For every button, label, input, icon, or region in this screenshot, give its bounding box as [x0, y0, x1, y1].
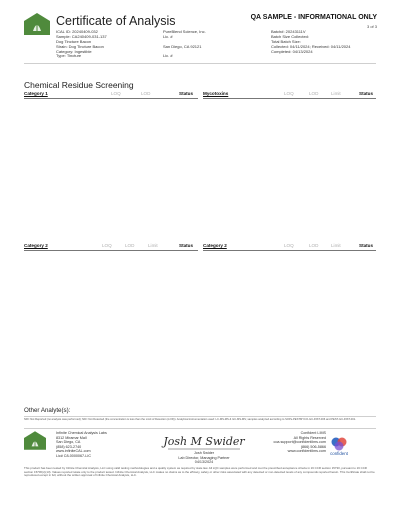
col-category2: Category 2 — [24, 243, 48, 248]
table2-right-rule — [203, 250, 376, 251]
col-status: Status — [359, 91, 374, 96]
lab-contact-line: 8312 Miramar Mall — [56, 435, 87, 440]
col-limit: Limit — [148, 243, 158, 248]
confident-logo-text: confident — [330, 451, 348, 456]
footer-divider — [24, 428, 376, 429]
lab-contact — [56, 431, 107, 459]
col-loq: LOQ — [111, 91, 121, 96]
batch-info-line: Batch#: 20243111V — [271, 29, 306, 34]
sample-info — [56, 30, 107, 59]
other-analytes-divider — [24, 416, 376, 417]
col-status: Status — [179, 243, 194, 248]
table1-right-rule — [203, 98, 376, 99]
page-title: Certificate of Analysis — [56, 14, 176, 28]
sample-info-line: Category: Ingestible — [56, 48, 92, 54]
col-status: Status — [359, 243, 374, 248]
col-lod: LOD — [309, 243, 319, 248]
lab-contact-line: Lic# C8-0000067-LIC — [56, 453, 92, 458]
disclaimer: This product has been tested by Infinite Chemical Analysis, LLC using valid testing methodologies and a quality system as required by state law. All LQC samples were performed and met the prescribed acceptance criteria in 16 CCR section 15730, pursuant to 16 CCR section 15706(c)(13). Values reported relate only to the product tested. Infinite Chemical Analysis, LLC makes no claims as to the efficacy, safety or other risks associated with any detected or non-detected levels of any compounds reported herein. This Certificate shall not be reproduced except in full, without the written approval of Infinite Chemical Analysis, LLC. — [24, 466, 375, 478]
client-info-line: San Diego, CA 92121 — [163, 43, 202, 49]
confident-line: www.confidentlims.com — [287, 449, 326, 454]
confident-line: All Rights Reserved — [293, 435, 326, 440]
page-number: 3 of 3 — [366, 24, 377, 29]
col-mycotoxins: Mycotoxins — [203, 91, 229, 96]
sample-info-line: Strain: Dog Tincture Bacon — [56, 43, 104, 49]
batch-info-line: Completed: 04/13/2024 — [271, 48, 313, 54]
col-limit: Limit — [331, 91, 341, 96]
signatory — [160, 451, 248, 465]
col-category1: Category 1 — [24, 91, 48, 96]
col-loq: LOQ — [102, 243, 112, 248]
signature — [160, 430, 248, 452]
col-lod: LOD — [125, 243, 135, 248]
client-info-line: PureBlend Science, Inc. — [163, 29, 206, 34]
confident-line: coa.support@confidentlims.com — [273, 440, 326, 445]
confident-line: Confident LIMS — [300, 431, 326, 435]
lab-logo-icon — [24, 431, 46, 450]
lab-logo-icon — [24, 13, 50, 35]
sample-info-line: Type: Tincture — [56, 53, 82, 59]
col-loq: LOQ — [284, 91, 294, 96]
batch-info-line: Batch Size Collected: — [271, 33, 310, 39]
lab-contact-line: Infinite Chemical Analysis Labs — [56, 431, 107, 435]
col-category2: Category 2 — [203, 243, 227, 248]
qa-banner: QA SAMPLE - INFORMATIONAL ONLY — [250, 14, 377, 21]
signatory-name: Josh Swider — [193, 451, 215, 455]
lab-contact-line: www.infiniteCAL.com — [56, 449, 91, 454]
sample-info-line: Sample: CA240409-031-137 — [56, 33, 107, 39]
col-status: Status — [179, 91, 194, 96]
section-title: Chemical Residue Screening — [24, 80, 134, 90]
col-lod: LOD — [309, 91, 319, 96]
sample-info-line: ICAL ID: 20240409-032 — [56, 29, 98, 34]
client-info-line: Lic. # — [163, 33, 173, 39]
table1-left-rule — [24, 98, 198, 99]
batch-info — [271, 30, 350, 54]
lab-contact-line: San Diego, CA — [56, 440, 81, 445]
batch-info-line: Collected: 04/11/2024; Received: 04/11/2024 — [271, 43, 351, 49]
confident-contact — [273, 431, 326, 454]
header-divider — [24, 63, 376, 64]
client-info — [163, 30, 206, 59]
signatory-role: Lab Director, Managing Partner — [178, 455, 230, 460]
confident-line: (866) 506-5866 — [300, 444, 326, 449]
other-analytes-title: Other Analyte(s): — [24, 407, 71, 414]
col-lod: LOD — [141, 91, 151, 96]
table2-left-rule — [24, 250, 198, 251]
sample-info-line: Dog Tincture Bacon — [56, 38, 92, 44]
col-limit: Limit — [331, 243, 341, 248]
lab-contact-line: (858) 623-2740 — [56, 444, 82, 449]
analysis-note: NR= Not Reported (no analysis was performed); ND= Not Detected (the concentration is less than the Limit of Detection (LOD)). Analytical instrumentation used: LC-MS-MS & GC-MS-MS; samples analyzed according to SOPs-PESTMYCO-GC-INST-006 and PEST-GC-INST-001. — [24, 418, 357, 421]
batch-info-line: Total Batch Size: — [271, 38, 301, 44]
signature-script: Josh M Swider — [163, 435, 245, 448]
signature-date: 04/13/2024 — [194, 460, 214, 465]
client-info-line: Lic. # — [163, 53, 173, 59]
col-loq: LOQ — [284, 243, 294, 248]
